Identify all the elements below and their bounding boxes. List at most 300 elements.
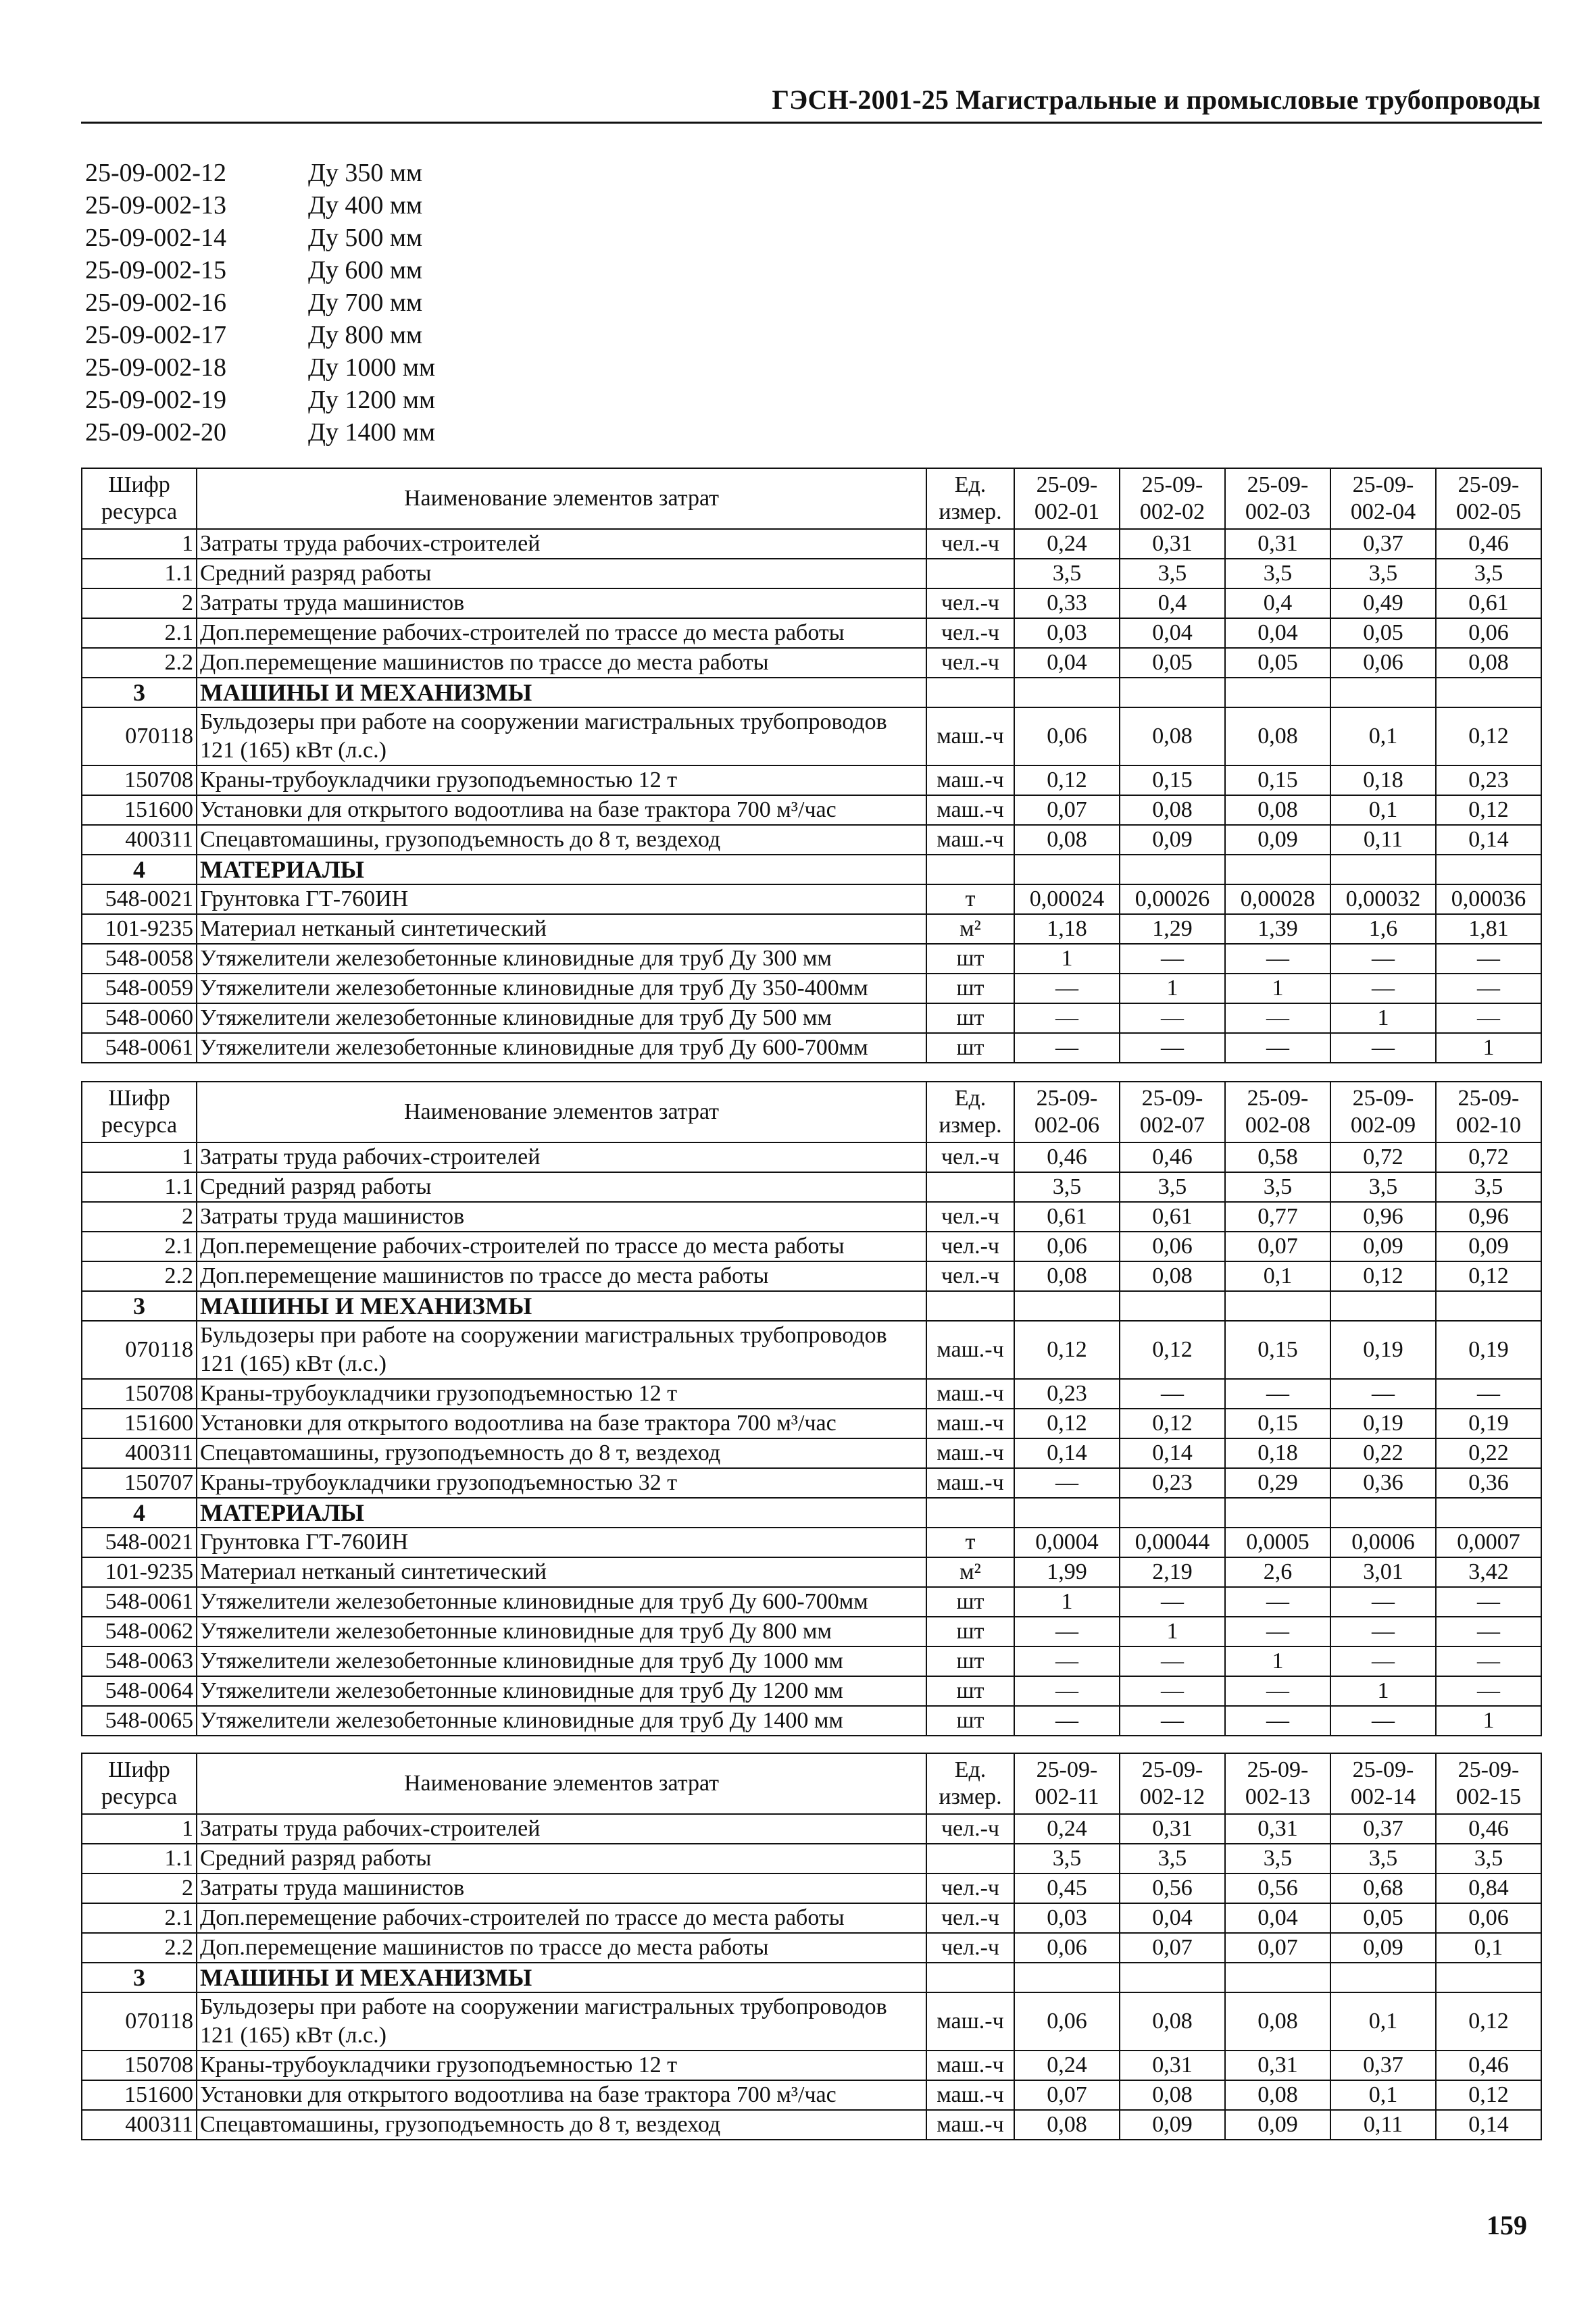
unit: чел.-ч: [926, 1873, 1014, 1903]
norm-value: 1,39: [1225, 914, 1330, 944]
norm-value: —: [1225, 1379, 1330, 1409]
cost-element-name: Утяжелители железобетонные клиновидные для труб Ду 600-700мм: [197, 1033, 926, 1063]
cost-element-name: Средний разряд работы: [197, 1844, 926, 1873]
header-code: [82, 1753, 197, 1814]
code-list-code: 25-09-002-18: [85, 353, 226, 382]
resource-code: 1.1: [82, 1172, 197, 1202]
header-norm-code-line2: 002-11: [1034, 1784, 1099, 1809]
norm-value: —: [1014, 1033, 1120, 1063]
cost-element-name: Краны-трубоукладчики грузоподъемностью 12 т: [197, 2051, 926, 2080]
table-row: [82, 974, 1541, 1003]
unit: [926, 855, 1014, 884]
header-unit-line2: измер.: [939, 1113, 1002, 1138]
resource-code: 400311: [82, 825, 197, 855]
norm-value: 0,09: [1330, 1933, 1436, 1963]
norm-value: 2,19: [1120, 1557, 1225, 1587]
cost-element-name: Материал нетканый синтетический: [197, 1557, 926, 1587]
norm-value: 1,81: [1436, 914, 1541, 944]
norm-value: 0,12: [1330, 1261, 1436, 1291]
norm-value: [1120, 1291, 1225, 1321]
norm-value: 0,05: [1330, 1903, 1436, 1933]
cost-element-name: Доп.перемещение рабочих-строителей по трассе до места работы: [197, 1903, 926, 1933]
cost-element-name: Грунтовка ГТ-760ИН: [197, 884, 926, 914]
cost-element-name: Утяжелители железобетонные клиновидные для труб Ду 350-400мм: [197, 974, 926, 1003]
norm-value: 0,08: [1225, 795, 1330, 825]
table-row: [82, 618, 1541, 648]
norm-table-2: [81, 1081, 1542, 1736]
resource-code: 070118: [82, 1992, 197, 2051]
norm-value: 0,14: [1120, 1438, 1225, 1468]
unit: шт: [926, 974, 1014, 1003]
norm-value: [1436, 855, 1541, 884]
norm-value: —: [1120, 1676, 1225, 1706]
norm-value: —: [1436, 1587, 1541, 1617]
header-norm-code-line1: 25-09-: [1036, 1757, 1098, 1782]
norm-value: 0,19: [1330, 1409, 1436, 1438]
norm-value: —: [1330, 1379, 1436, 1409]
norm-value: [1014, 855, 1120, 884]
norm-value: 0,72: [1330, 1142, 1436, 1172]
cost-element-name: Материал нетканый синтетический: [197, 914, 926, 944]
norm-value: 0,12: [1436, 1992, 1541, 2051]
norm-value: —: [1436, 944, 1541, 974]
resource-code: 548-0065: [82, 1706, 197, 1736]
resource-code: 548-0062: [82, 1617, 197, 1646]
cost-element-name: Утяжелители железобетонные клиновидные для труб Ду 600-700мм: [197, 1587, 926, 1617]
table-row: [82, 1528, 1541, 1557]
norm-value: —: [1330, 944, 1436, 974]
cost-element-name: Утяжелители железобетонные клиновидные для труб Ду 800 мм: [197, 1617, 926, 1646]
header-norm-code: [1225, 1753, 1330, 1814]
code-list-label: Ду 700 мм: [308, 288, 423, 317]
unit: т: [926, 1528, 1014, 1557]
unit: маш.-ч: [926, 1468, 1014, 1498]
table-row: [82, 1409, 1541, 1438]
norm-value: [1330, 1498, 1436, 1528]
norm-value: —: [1225, 1676, 1330, 1706]
norm-value: 3,5: [1014, 1172, 1120, 1202]
norm-value: 1: [1436, 1033, 1541, 1063]
norm-value: 0,56: [1120, 1873, 1225, 1903]
cost-element-name: Установки для открытого водоотлива на базе трактора 700 м³/час: [197, 795, 926, 825]
unit: шт: [926, 1617, 1014, 1646]
norm-value: [1120, 1963, 1225, 1992]
cost-element-name: Установки для открытого водоотлива на базе трактора 700 м³/час: [197, 1409, 926, 1438]
unit: маш.-ч: [926, 2080, 1014, 2110]
resource-code: 400311: [82, 1438, 197, 1468]
norm-value: 0,23: [1014, 1379, 1120, 1409]
norm-value: 0,31: [1120, 2051, 1225, 2080]
header-unit-line1: Ед.: [954, 1086, 987, 1111]
norm-value: —: [1436, 1676, 1541, 1706]
code-list-label: Ду 1200 мм: [308, 386, 436, 414]
norm-value: 1: [1014, 944, 1120, 974]
norm-value: 0,05: [1225, 648, 1330, 678]
header-norm-code-line2: 002-06: [1034, 1113, 1100, 1138]
header-unit: [926, 468, 1014, 529]
cost-element-name: Доп.перемещение рабочих-строителей по трассе до места работы: [197, 1232, 926, 1261]
cost-element-name: Установки для открытого водоотлива на базе трактора 700 м³/час: [197, 2080, 926, 2110]
resource-code: 2.1: [82, 618, 197, 648]
unit: маш.-ч: [926, 2110, 1014, 2140]
norm-value: —: [1014, 1468, 1120, 1498]
section-row: [82, 1498, 1541, 1528]
norm-value: 0,09: [1436, 1232, 1541, 1261]
norm-value: [1120, 1498, 1225, 1528]
unit: маш.-ч: [926, 2051, 1014, 2080]
norm-value: 0,00024: [1014, 884, 1120, 914]
norm-value: 0,06: [1014, 1992, 1120, 2051]
cost-element-name: Средний разряд работы: [197, 1172, 926, 1202]
norm-value: 0,04: [1120, 1903, 1225, 1933]
table-row: [82, 1646, 1541, 1676]
cost-element-name: Затраты труда машинистов: [197, 1202, 926, 1232]
cost-element-name: Утяжелители железобетонные клиновидные для труб Ду 1000 мм: [197, 1646, 926, 1676]
code-list: [85, 157, 435, 449]
norm-value: 0,06: [1014, 1232, 1120, 1261]
norm-value: 0,03: [1014, 618, 1120, 648]
code-list-code: 25-09-002-12: [85, 159, 226, 187]
resource-code: 548-0063: [82, 1646, 197, 1676]
resource-code: 2.2: [82, 1933, 197, 1963]
table-row: [82, 1468, 1541, 1498]
header-code-line1: Шифр: [108, 472, 170, 497]
norm-value: 0,06: [1436, 1903, 1541, 1933]
norm-value: —: [1436, 1646, 1541, 1676]
table-row: [82, 1232, 1541, 1261]
norm-value: 3,01: [1330, 1557, 1436, 1587]
norm-value: 0,36: [1436, 1468, 1541, 1498]
resource-code: 548-0059: [82, 974, 197, 1003]
cost-element-name: Спецавтомашины, грузоподъемность до 8 т, вездеход: [197, 2110, 926, 2140]
norm-value: 0,24: [1014, 2051, 1120, 2080]
table-row: [82, 884, 1541, 914]
cost-element-name: МАШИНЫ И МЕХАНИЗМЫ: [197, 1963, 926, 1992]
table-header-row: [82, 1082, 1541, 1142]
unit: шт: [926, 1676, 1014, 1706]
table-row: [82, 1033, 1541, 1063]
norm-value: 0,06: [1014, 1933, 1120, 1963]
resource-code: 101-9235: [82, 914, 197, 944]
norm-value: 1: [1330, 1676, 1436, 1706]
cost-element-name: Затраты труда рабочих-строителей: [197, 1814, 926, 1844]
norm-value: 0,0007: [1436, 1528, 1541, 1557]
norm-value: 0,96: [1436, 1202, 1541, 1232]
norm-value: —: [1330, 974, 1436, 1003]
cost-element-name: Утяжелители железобетонные клиновидные для труб Ду 1400 мм: [197, 1706, 926, 1736]
norm-value: —: [1225, 944, 1330, 974]
table-row: [82, 1873, 1541, 1903]
header-norm-code-line2: 002-05: [1455, 499, 1522, 524]
norm-value: 0,46: [1120, 1142, 1225, 1172]
norm-value: —: [1225, 1617, 1330, 1646]
norm-value: 0,12: [1436, 707, 1541, 765]
norm-value: 0,0005: [1225, 1528, 1330, 1557]
norm-value: 3,5: [1436, 1172, 1541, 1202]
unit: маш.-ч: [926, 795, 1014, 825]
resource-code: 151600: [82, 795, 197, 825]
unit: шт: [926, 1706, 1014, 1736]
table-row: [82, 825, 1541, 855]
cost-element-name: Грунтовка ГТ-760ИН: [197, 1528, 926, 1557]
header-norm-code-line1: 25-09-: [1352, 1757, 1414, 1782]
norm-value: 3,5: [1225, 1844, 1330, 1873]
norm-value: 0,33: [1014, 588, 1120, 618]
table-row: [82, 1003, 1541, 1033]
norm-value: 0,77: [1225, 1202, 1330, 1232]
unit: [926, 678, 1014, 707]
norm-value: —: [1014, 974, 1120, 1003]
resource-code: 548-0058: [82, 944, 197, 974]
section-row: [82, 678, 1541, 707]
table-row: [82, 914, 1541, 944]
table-row: [82, 1557, 1541, 1587]
norm-value: 0,14: [1436, 825, 1541, 855]
norm-value: 0,23: [1120, 1468, 1225, 1498]
header-norm-code-line2: 002-04: [1350, 499, 1416, 524]
table-row: [82, 1992, 1541, 2051]
resource-code: 150708: [82, 2051, 197, 2080]
resource-code: 3: [82, 1963, 197, 1992]
norm-value: 0,31: [1225, 1814, 1330, 1844]
table-row: [82, 588, 1541, 618]
table-row: [82, 2080, 1541, 2110]
norm-value: 0,31: [1225, 2051, 1330, 2080]
table-row: [82, 795, 1541, 825]
code-list-item: [85, 286, 435, 319]
norm-value: —: [1120, 944, 1225, 974]
norm-value: 0,18: [1330, 765, 1436, 795]
norm-value: 0,4: [1225, 588, 1330, 618]
norm-value: 1: [1120, 1617, 1225, 1646]
resource-code: 2.2: [82, 1261, 197, 1291]
norm-value: 0,08: [1014, 1261, 1120, 1291]
table-row: [82, 1814, 1541, 1844]
unit: [926, 1172, 1014, 1202]
norm-value: 0,08: [1436, 648, 1541, 678]
header-code-line2: ресурса: [101, 1113, 178, 1138]
cost-element-name: Краны-трубоукладчики грузоподъемностью 12 т: [197, 765, 926, 795]
norm-value: 0,37: [1330, 2051, 1436, 2080]
norm-value: 0,11: [1330, 825, 1436, 855]
cost-element-name: Краны-трубоукладчики грузоподъемностью 12 т: [197, 1379, 926, 1409]
norm-value: 1: [1120, 974, 1225, 1003]
norm-value: 0,08: [1225, 707, 1330, 765]
norm-value: [1436, 1291, 1541, 1321]
page-number: 159: [1487, 2210, 1527, 2240]
norm-value: 0,46: [1436, 529, 1541, 559]
norm-value: 0,14: [1014, 1438, 1120, 1468]
norm-value: 0,19: [1330, 1321, 1436, 1379]
code-list-item: [85, 222, 435, 254]
norm-value: 0,61: [1120, 1202, 1225, 1232]
norm-value: 0,05: [1120, 648, 1225, 678]
norm-value: 0,09: [1120, 825, 1225, 855]
header-unit: [926, 1753, 1014, 1814]
table-row: [82, 2051, 1541, 2080]
resource-code: 400311: [82, 2110, 197, 2140]
cost-element-name: Затраты труда рабочих-строителей: [197, 1142, 926, 1172]
norm-value: 0,08: [1225, 1992, 1330, 2051]
norm-value: 0,06: [1014, 707, 1120, 765]
section-row: [82, 1291, 1541, 1321]
header-norm-code-line1: 25-09-: [1457, 472, 1520, 497]
header-norm-code: [1330, 1753, 1436, 1814]
header-unit-line2: измер.: [939, 499, 1002, 524]
cost-element-name: Затраты труда рабочих-строителей: [197, 529, 926, 559]
norm-value: 0,09: [1330, 1232, 1436, 1261]
norm-value: [1225, 678, 1330, 707]
code-list-code: 25-09-002-15: [85, 256, 226, 284]
header-norm-code: [1014, 1082, 1120, 1142]
cost-element-name: Спецавтомашины, грузоподъемность до 8 т, вездеход: [197, 825, 926, 855]
code-list-item: [85, 319, 435, 351]
header-norm-code: [1120, 468, 1225, 529]
header-norm-code-line1: 25-09-: [1352, 1086, 1414, 1111]
unit: маш.-ч: [926, 765, 1014, 795]
table-row: [82, 559, 1541, 588]
norm-value: 0,61: [1436, 588, 1541, 618]
norm-value: 1: [1225, 1646, 1330, 1676]
cost-element-name: Затраты труда машинистов: [197, 588, 926, 618]
header-norm-code: [1225, 1082, 1330, 1142]
header-norm-code-line1: 25-09-: [1457, 1757, 1520, 1782]
norm-value: 0,1: [1330, 1992, 1436, 2051]
norm-value: [1225, 1498, 1330, 1528]
unit: шт: [926, 1646, 1014, 1676]
code-list-code: 25-09-002-14: [85, 224, 226, 252]
norm-value: 0,09: [1225, 2110, 1330, 2140]
table-row: [82, 1202, 1541, 1232]
resource-code: 548-0061: [82, 1033, 197, 1063]
unit: шт: [926, 1033, 1014, 1063]
table-row: [82, 2110, 1541, 2140]
norm-value: 3,5: [1120, 1172, 1225, 1202]
code-list-label: Ду 1400 мм: [308, 418, 436, 447]
code-list-label: Ду 1000 мм: [308, 353, 436, 382]
norm-value: —: [1436, 1003, 1541, 1033]
norm-value: 3,5: [1120, 559, 1225, 588]
norm-value: 0,18: [1225, 1438, 1330, 1468]
norm-value: 0,46: [1436, 2051, 1541, 2080]
norm-value: 0,15: [1120, 765, 1225, 795]
unit: чел.-ч: [926, 618, 1014, 648]
unit: чел.-ч: [926, 1814, 1014, 1844]
table-row: [82, 765, 1541, 795]
norm-value: 0,0004: [1014, 1528, 1120, 1557]
norm-value: 0,24: [1014, 1814, 1120, 1844]
cost-element-name: МАШИНЫ И МЕХАНИЗМЫ: [197, 1291, 926, 1321]
norm-value: —: [1330, 1646, 1436, 1676]
cost-element-name: МАШИНЫ И МЕХАНИЗМЫ: [197, 678, 926, 707]
code-list-label: Ду 800 мм: [308, 321, 423, 349]
header-norm-code: [1014, 1753, 1120, 1814]
norm-value: 0,1: [1330, 795, 1436, 825]
norm-value: 1: [1014, 1587, 1120, 1617]
norm-value: 0,31: [1120, 1814, 1225, 1844]
norm-value: 0,08: [1120, 2080, 1225, 2110]
header-norm-code-line2: 002-02: [1139, 499, 1205, 524]
norm-value: 3,5: [1330, 559, 1436, 588]
unit: маш.-ч: [926, 1379, 1014, 1409]
cost-element-name: Средний разряд работы: [197, 559, 926, 588]
resource-code: 2: [82, 1202, 197, 1232]
code-list-label: Ду 500 мм: [308, 224, 423, 252]
header-norm-code-line2: 002-13: [1245, 1784, 1311, 1809]
norm-value: —: [1330, 1617, 1436, 1646]
unit: маш.-ч: [926, 707, 1014, 765]
norm-value: 2,6: [1225, 1557, 1330, 1587]
norm-value: 0,12: [1436, 1261, 1541, 1291]
table-row: [82, 1142, 1541, 1172]
unit: чел.-ч: [926, 648, 1014, 678]
norm-value: 0,04: [1120, 618, 1225, 648]
norm-value: —: [1330, 1706, 1436, 1736]
resource-code: 548-0021: [82, 1528, 197, 1557]
norm-value: 0,68: [1330, 1873, 1436, 1903]
unit: чел.-ч: [926, 1933, 1014, 1963]
norm-value: 0,12: [1436, 2080, 1541, 2110]
norm-value: 0,24: [1014, 529, 1120, 559]
resource-code: 070118: [82, 707, 197, 765]
resource-code: 070118: [82, 1321, 197, 1379]
resource-code: 548-0021: [82, 884, 197, 914]
header-norm-code: [1225, 468, 1330, 529]
resource-code: 2.1: [82, 1903, 197, 1933]
cost-element-name: Спецавтомашины, грузоподъемность до 8 т, вездеход: [197, 1438, 926, 1468]
cost-element-name: Утяжелители железобетонные клиновидные для труб Ду 500 мм: [197, 1003, 926, 1033]
norm-value: 1: [1225, 974, 1330, 1003]
norm-value: 0,05: [1330, 618, 1436, 648]
header-norm-code-line2: 002-08: [1245, 1113, 1311, 1138]
norm-value: —: [1120, 1646, 1225, 1676]
norm-value: 0,12: [1120, 1409, 1225, 1438]
norm-value: 0,22: [1330, 1438, 1436, 1468]
header-name: Наименование элементов затрат: [197, 1753, 926, 1814]
norm-value: 0,45: [1014, 1873, 1120, 1903]
header-norm-code-line2: 002-12: [1139, 1784, 1205, 1809]
table-row: [82, 707, 1541, 765]
norm-value: [1330, 678, 1436, 707]
norm-value: 0,15: [1225, 765, 1330, 795]
norm-value: 0,22: [1436, 1438, 1541, 1468]
cost-element-name: Доп.перемещение машинистов по трассе до места работы: [197, 1933, 926, 1963]
norm-value: [1120, 678, 1225, 707]
norm-value: [1330, 1291, 1436, 1321]
norm-value: —: [1225, 1587, 1330, 1617]
table-row: [82, 1321, 1541, 1379]
unit: чел.-ч: [926, 1142, 1014, 1172]
norm-value: 0,12: [1436, 795, 1541, 825]
norm-value: 0,00032: [1330, 884, 1436, 914]
norm-value: —: [1436, 974, 1541, 1003]
header-norm-code-line1: 25-09-: [1247, 472, 1309, 497]
table-row: [82, 1438, 1541, 1468]
resource-code: 3: [82, 678, 197, 707]
resource-code: 548-0061: [82, 1587, 197, 1617]
cost-element-name: Доп.перемещение машинистов по трассе до места работы: [197, 648, 926, 678]
resource-code: 150707: [82, 1468, 197, 1498]
header-unit-line1: Ед.: [954, 1757, 987, 1782]
header-norm-code-line1: 25-09-: [1036, 1086, 1098, 1111]
resource-code: 151600: [82, 1409, 197, 1438]
norm-value: 3,5: [1014, 559, 1120, 588]
table-row: [82, 1844, 1541, 1873]
norm-value: 0,37: [1330, 1814, 1436, 1844]
unit: т: [926, 884, 1014, 914]
resource-code: 2.1: [82, 1232, 197, 1261]
norm-value: 0,07: [1014, 795, 1120, 825]
